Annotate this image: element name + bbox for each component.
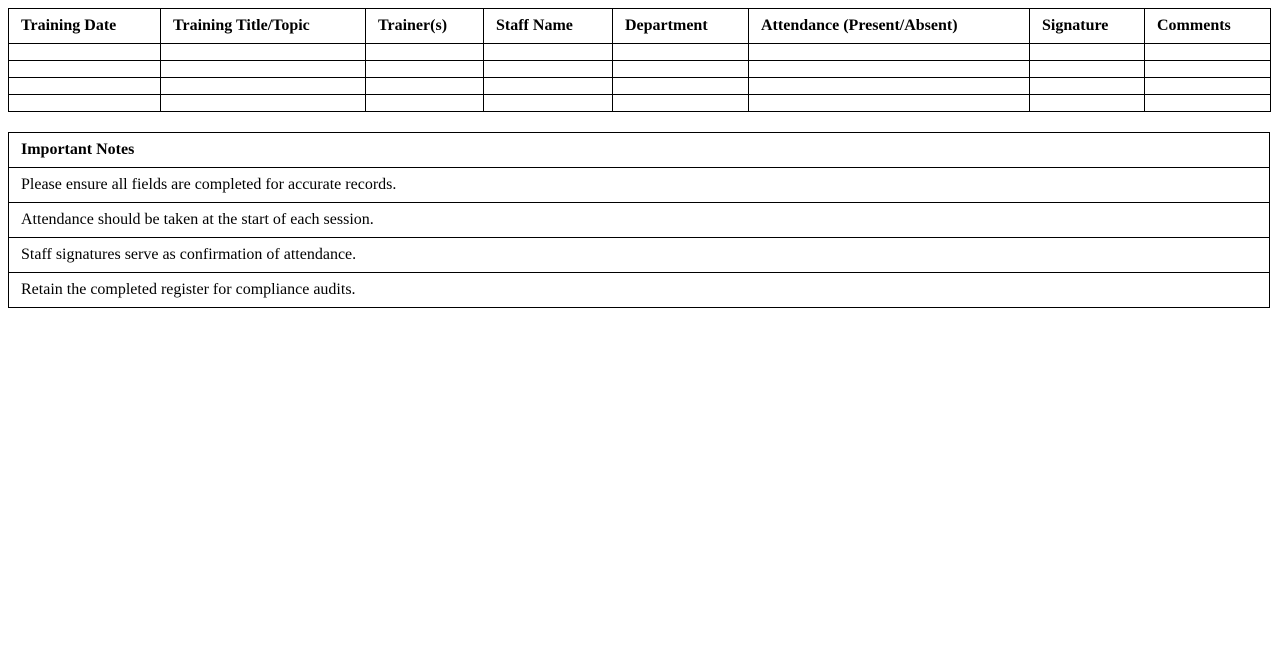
table-row: [9, 95, 1271, 112]
note-text: Please ensure all fields are completed for accurate records.: [9, 168, 1270, 203]
table-cell[interactable]: [9, 78, 161, 95]
table-cell[interactable]: [9, 61, 161, 78]
notes-title-row: [9, 133, 1270, 168]
table-cell[interactable]: [749, 61, 1030, 78]
list-item: [9, 168, 1270, 203]
table-row: [9, 78, 1271, 95]
table-cell[interactable]: [366, 78, 484, 95]
table-cell[interactable]: [161, 95, 366, 112]
table-cell[interactable]: [484, 95, 613, 112]
table-cell[interactable]: [749, 44, 1030, 61]
table-cell[interactable]: [484, 44, 613, 61]
table-header-row: [9, 9, 1271, 44]
table-cell[interactable]: [613, 78, 749, 95]
header-department: Department: [613, 9, 749, 44]
notes-title: Important Notes: [9, 133, 1270, 168]
table-cell[interactable]: [1030, 78, 1145, 95]
important-notes-table: [8, 132, 1270, 308]
table-cell[interactable]: [613, 95, 749, 112]
list-item: [9, 203, 1270, 238]
table-cell[interactable]: [366, 44, 484, 61]
table-row: [9, 61, 1271, 78]
header-training-title: Training Title/Topic: [161, 9, 366, 44]
note-text: Retain the completed register for compliance audits.: [9, 273, 1270, 308]
table-cell[interactable]: [613, 61, 749, 78]
table-cell[interactable]: [1145, 78, 1271, 95]
header-signature: Signature: [1030, 9, 1145, 44]
list-item: [9, 273, 1270, 308]
table-cell[interactable]: [749, 78, 1030, 95]
table-cell[interactable]: [366, 61, 484, 78]
table-cell[interactable]: [613, 44, 749, 61]
training-register-table: [8, 8, 1271, 112]
table-row: [9, 44, 1271, 61]
table-cell[interactable]: [1030, 95, 1145, 112]
header-staff-name: Staff Name: [484, 9, 613, 44]
note-text: Staff signatures serve as confirmation of attendance.: [9, 238, 1270, 273]
header-training-date: Training Date: [9, 9, 161, 44]
table-cell[interactable]: [1030, 61, 1145, 78]
table-cell[interactable]: [1145, 44, 1271, 61]
table-cell[interactable]: [161, 61, 366, 78]
table-cell[interactable]: [9, 95, 161, 112]
note-text: Attendance should be taken at the start of each session.: [9, 203, 1270, 238]
header-attendance: Attendance (Present/Absent): [749, 9, 1030, 44]
table-cell[interactable]: [161, 78, 366, 95]
table-cell[interactable]: [1145, 61, 1271, 78]
header-comments: Comments: [1145, 9, 1271, 44]
header-trainers: Trainer(s): [366, 9, 484, 44]
table-cell[interactable]: [1145, 95, 1271, 112]
table-cell[interactable]: [484, 78, 613, 95]
list-item: [9, 238, 1270, 273]
table-cell[interactable]: [9, 44, 161, 61]
table-cell[interactable]: [161, 44, 366, 61]
table-cell[interactable]: [484, 61, 613, 78]
table-cell[interactable]: [366, 95, 484, 112]
table-cell[interactable]: [749, 95, 1030, 112]
table-cell[interactable]: [1030, 44, 1145, 61]
